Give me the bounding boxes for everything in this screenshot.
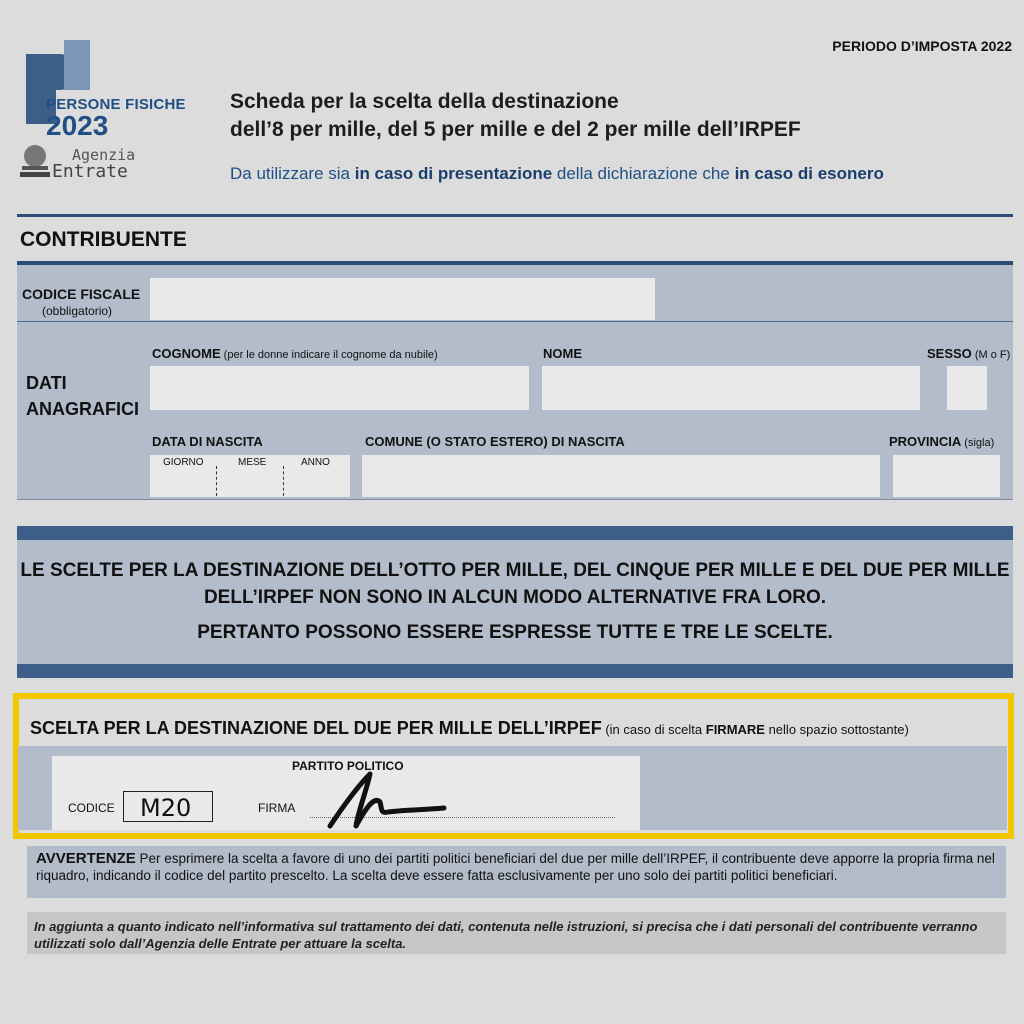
codice-value: M20 (140, 794, 192, 822)
form-title-line2: dell’8 per mille, del 5 per mille e del 2 per mille dell’IRPEF (230, 118, 801, 141)
sesso-field[interactable] (947, 366, 987, 410)
agency-name-line2: Entrate (52, 161, 128, 182)
codice-label: CODICE (68, 801, 115, 815)
firma-label: FIRMA (258, 801, 296, 815)
nome-label: NOME (543, 346, 582, 361)
comune-label: COMUNE (O STATO ESTERO) DI NASCITA (365, 434, 625, 449)
banner-line2: DELL’IRPEF NON SONO IN ALCUN MODO ALTERNATIVE FRA LORO. (203, 587, 827, 608)
codice-fiscale-label: CODICE FISCALE (22, 286, 141, 302)
date-separator (216, 466, 217, 496)
date-separator (283, 466, 284, 496)
agenzia-emblem-icon (20, 142, 50, 180)
form-title-line1: Scheda per la scelta della destinazione (230, 90, 619, 113)
provincia-label: PROVINCIA (sigla) (889, 434, 995, 449)
comune-field[interactable] (362, 455, 880, 497)
signature-icon (322, 768, 452, 834)
obbligatorio-label: (obbligatorio) (42, 304, 113, 318)
tax-period: PERIODO D’IMPOSTA 2022 (832, 38, 1012, 54)
logo-year: 2023 (46, 110, 109, 141)
cognome-label: COGNOME (per le donne indicare il cognome da nubile) (152, 346, 438, 361)
banner-line1: LE SCELTE PER LA DESTINAZIONE DELL’OTTO PER MILLE, DEL CINQUE PER MILLE E DEL DUE PER MILLE (20, 560, 1010, 581)
panel-divider (17, 321, 1013, 322)
data-nascita-label: DATA DI NASCITA (152, 434, 263, 449)
privacy-note: In aggiunta a quanto indicato nell’informativa sul trattamento dei dati, contenuta nelle istruzioni, si precisa che i dati personali del contribuente verranno utilizzati solo dall’Agenzia delle Entrate per attuare la scelta. (34, 919, 978, 951)
giorno-label: GIORNO (163, 457, 204, 468)
anno-label: ANNO (301, 457, 330, 468)
contribuente-title: CONTRIBUENTE (20, 228, 187, 251)
due-per-mille-title: SCELTA PER LA DESTINAZIONE DEL DUE PER MILLE DELL’IRPEF (in caso di scelta FIRMARE nello spazio sottostante) (30, 718, 909, 738)
banner-line3: PERTANTO POSSONO ESSERE ESPRESSE TUTTE E TRE LE SCELTE. (197, 622, 833, 643)
partito-politico-label: PARTITO POLITICO (292, 759, 404, 773)
cognome-field[interactable] (150, 366, 529, 410)
mese-label: MESE (238, 457, 267, 468)
dati-label-line1: DATI (26, 373, 67, 393)
dati-label-line2: ANAGRAFICI (26, 399, 139, 419)
form-subtitle: Da utilizzare sia in caso di presentazione della dichiarazione che in caso di esonero (230, 164, 884, 183)
agency-name-line1: Agenzia (72, 146, 136, 164)
logo-persone-fisiche: PERSONE FISICHE (46, 96, 186, 113)
header-divider (17, 214, 1013, 217)
provincia-field[interactable] (893, 455, 1000, 497)
codice-fiscale-field[interactable] (150, 278, 655, 320)
sesso-label: SESSO (M o F) (927, 346, 1011, 361)
nome-field[interactable] (542, 366, 920, 410)
avvertenze-text: AVVERTENZE Per esprimere la scelta a favore di uno dei partiti politici beneficiari del due per mille dell’IRPEF, il contribuente deve apporre la propria firma nel riquadro, indicando il codice del partito prescelto. La scelta deve essere fatta esclusivamente per uno solo dei partiti politici beneficiari. (36, 850, 995, 883)
